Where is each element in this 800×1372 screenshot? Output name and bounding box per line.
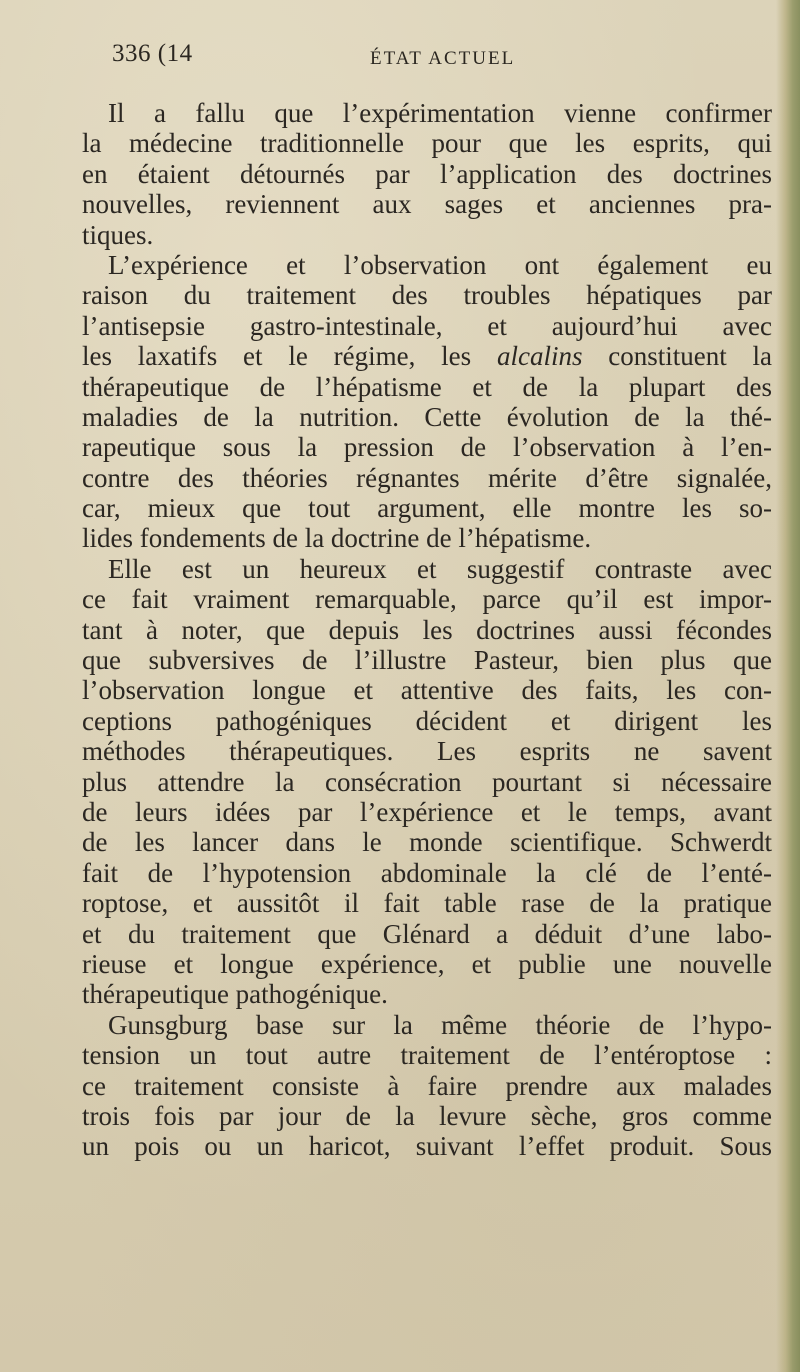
text-line: plus attendre la consécration pourtant si nécessaire <box>82 766 772 797</box>
text-line: trois fois par jour de la levure sèche, gros comme <box>82 1100 772 1131</box>
text-line: en étaient détournés par l’application des doctrines <box>82 158 772 189</box>
text-line: nouvelles, reviennent aux sages et anciennes pra- <box>82 189 772 220</box>
text-line: rapeutique sous la pression de l’observation à l’en- <box>82 432 772 463</box>
page-header <box>112 40 752 80</box>
text-line: maladies de la nutrition. Cette évolution de la thé- <box>82 401 772 432</box>
text-line: que subversives de l’illustre Pasteur, bien plus que <box>82 645 772 676</box>
text-line: Elle est un heureux et suggestif contraste avec <box>108 553 772 584</box>
text-line: la médecine traditionnelle pour que les esprits, qui <box>82 128 772 159</box>
text-line: tant à noter, que depuis les doctrines aussi fécondes <box>82 614 772 645</box>
text-line: rieuse et longue expérience, et publie une nouvelle <box>82 948 772 979</box>
text-line: Il a fallu que l’expérimentation vienne confirmer <box>108 98 772 128</box>
text-line: l’observation longue et attentive des faits, les con- <box>82 675 772 706</box>
text-line: de leurs idées par l’expérience et le temps, avant <box>82 796 772 827</box>
text-line: L’expérience et l’observation ont également eu <box>108 249 772 280</box>
text-line: ce fait vraiment remarquable, parce qu’il est impor- <box>82 584 772 615</box>
text-line: et du traitement que Glénard a déduit d’une labo- <box>82 918 772 949</box>
running-head: ÉTAT ACTUEL <box>370 48 516 69</box>
text-line: lides fondements de la doctrine de l’hépatisme. <box>82 523 592 554</box>
page-number: 336 (14 <box>112 40 193 67</box>
text-line: l’antisepsie gastro-intestinale, et aujourd’hui avec <box>82 310 772 341</box>
text-line: Gunsgburg base sur la même théorie de l’hypo- <box>108 1009 772 1040</box>
text-line: ce traitement consiste à faire prendre aux malades <box>82 1070 772 1101</box>
text-line: un pois ou un haricot, suivant l’effet produit. Sous <box>82 1131 772 1162</box>
text-line: thérapeutique pathogénique. <box>82 979 388 1010</box>
text-line: méthodes thérapeutiques. Les esprits ne savent <box>82 736 772 767</box>
text-line: tension un tout autre traitement de l’entéroptose : <box>82 1040 772 1071</box>
body-text <box>82 98 772 1162</box>
text-segment: constituent la <box>608 341 773 372</box>
text-line: raison du traitement des troubles hépatiques par <box>82 280 772 311</box>
text-line: de les lancer dans le monde scientifique. Schwerdt <box>82 827 772 858</box>
text-line: contre des théories régnantes mérite d’être signalée, <box>82 462 772 493</box>
text-line-with-italic <box>82 341 772 371</box>
text-line: ceptions pathogéniques décident et dirigent les <box>82 705 772 736</box>
text-line: roptose, et aussitôt il fait table rase de la pratique <box>82 888 772 919</box>
text-line: tiques. <box>82 219 154 250</box>
page-edge-shadow <box>776 0 800 1372</box>
italic-word: alcalins <box>496 341 583 372</box>
text-line: car, mieux que tout argument, elle montre les so- <box>82 493 772 524</box>
paragraph-1 <box>82 98 772 250</box>
text-segment: les laxatifs et le régime, les <box>82 341 472 372</box>
paragraph-2 <box>82 250 772 554</box>
paragraph-4 <box>82 1010 772 1162</box>
paragraph-3 <box>82 554 772 1010</box>
text-line: thérapeutique de l’hépatisme et de la plupart des <box>82 371 772 402</box>
text-line: fait de l’hypotension abdominale la clé de l’enté- <box>82 857 772 888</box>
